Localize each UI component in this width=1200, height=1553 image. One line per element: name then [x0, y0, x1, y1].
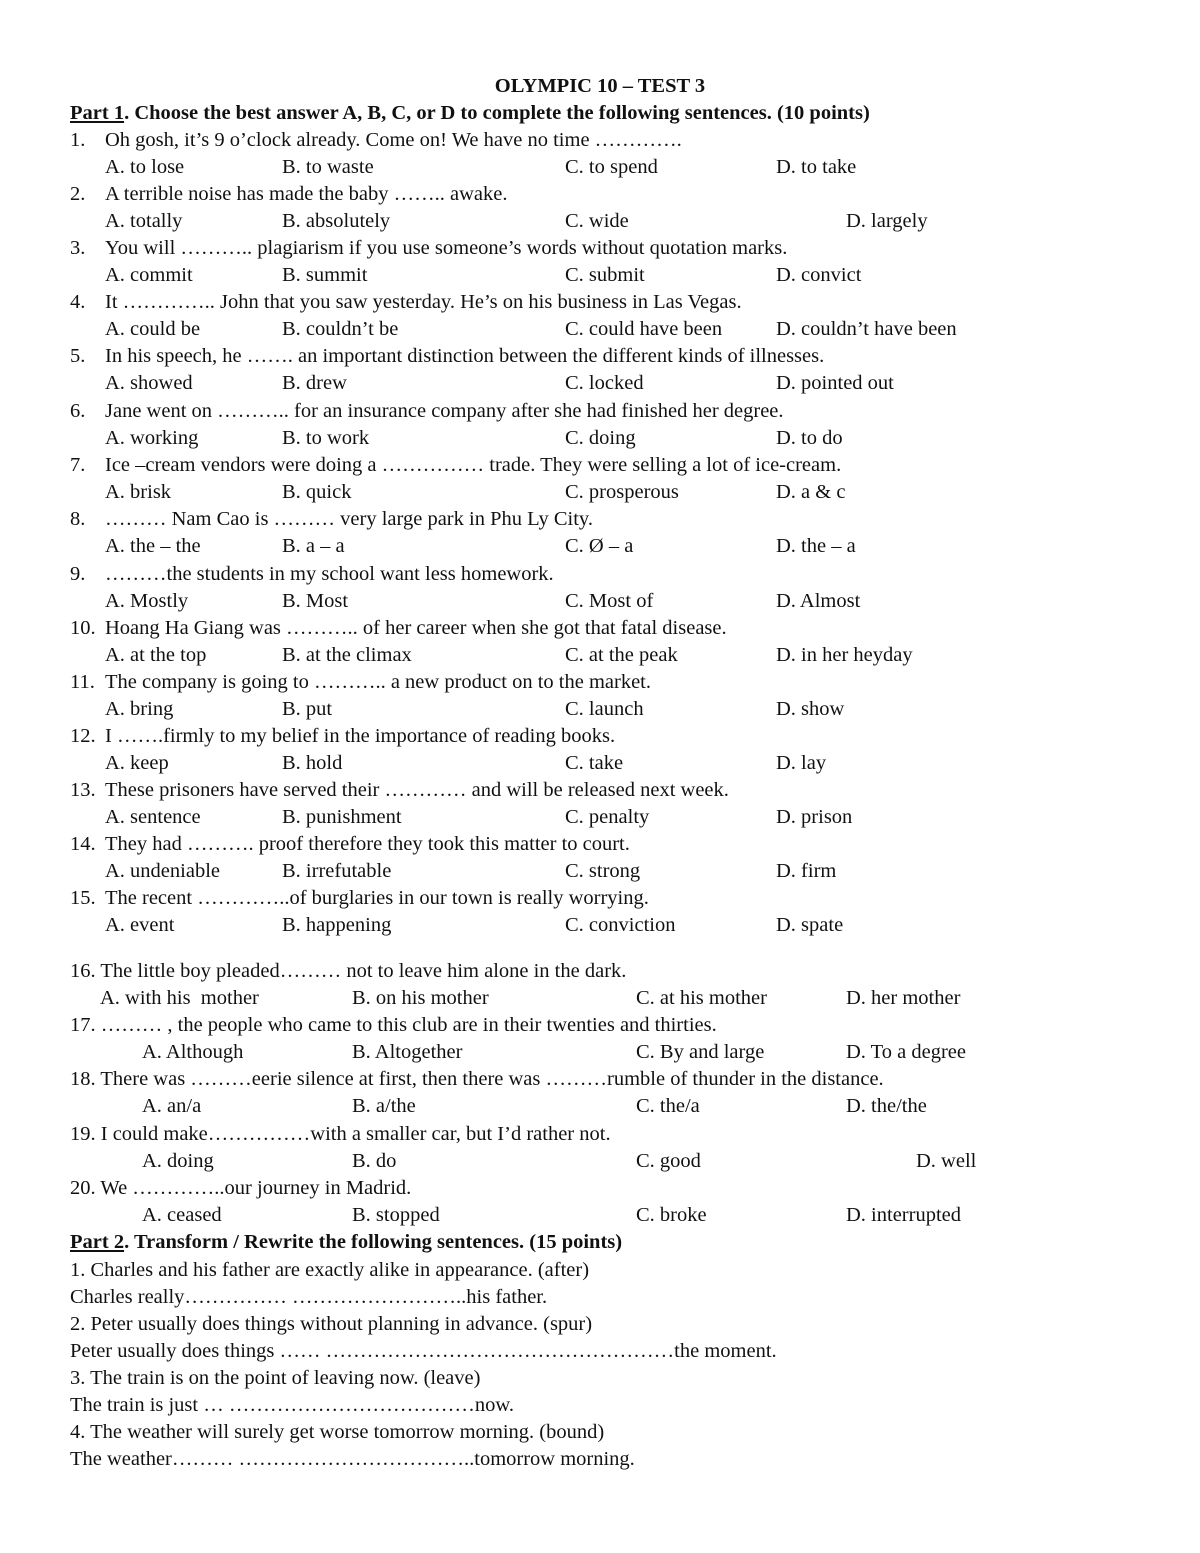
option-c: C. at the peak	[565, 644, 678, 666]
option-c: C. broke	[636, 1204, 707, 1226]
option-b: B. stopped	[352, 1204, 440, 1226]
option-b: B. do	[352, 1150, 397, 1172]
question-text: Oh gosh, it’s 9 o’clock already. Come on! We have no time ………….	[105, 129, 682, 151]
option-c: C. Ø – a	[565, 535, 634, 557]
option-b: B. to waste	[282, 156, 374, 178]
rewrite-prompt: 2. Peter usually does things without planning in advance. (spur)	[70, 1313, 593, 1335]
question-number: 9.	[70, 563, 86, 585]
question-text: 16. The little boy pleaded……… not to leave him alone in the dark.	[70, 960, 627, 982]
question-text: 18. There was ………eerie silence at first, then there was ………rumble of thunder in the distance.	[70, 1068, 884, 1090]
question-text: A terrible noise has made the baby …….. awake.	[105, 183, 508, 205]
option-c: C. conviction	[565, 914, 676, 936]
option-c: C. could have been	[565, 318, 723, 340]
question-number: 6.	[70, 400, 86, 422]
option-a: A. the – the	[105, 535, 201, 557]
question-text: ……… Nam Cao is ……… very large park in Phu Ly City.	[105, 508, 593, 530]
option-a: A. undeniable	[105, 860, 220, 882]
question-text: In his speech, he ……. an important distinction between the different kinds of illnesses.	[105, 345, 825, 367]
question-number: 1.	[70, 129, 86, 151]
option-b: B. put	[282, 698, 333, 720]
option-d: D. To a degree	[846, 1041, 966, 1063]
question-number: 2.	[70, 183, 86, 205]
option-b: B. Altogether	[352, 1041, 463, 1063]
question-text: You will ……….. plagiarism if you use someone’s words without quotation marks.	[105, 237, 788, 259]
question-number: 14.	[70, 833, 96, 855]
option-d: D. largely	[846, 210, 928, 232]
part1-heading	[70, 101, 870, 125]
question-number: 13.	[70, 779, 96, 801]
part2-heading-text: . Transform / Rewrite the following sentences. (15 points)	[124, 1231, 623, 1253]
option-a: A. Mostly	[105, 590, 189, 612]
question-text: Hoang Ha Giang was ……….. of her career when she got that fatal disease.	[105, 617, 727, 639]
option-a: A. ceased	[142, 1204, 222, 1226]
option-d: D. pointed out	[776, 372, 894, 394]
question-number: 5.	[70, 345, 86, 367]
option-b: B. a/the	[352, 1095, 416, 1117]
option-d: D. prison	[776, 806, 853, 828]
option-b: B. quick	[282, 481, 352, 503]
option-a: A. Although	[142, 1041, 244, 1063]
option-d: D. in her heyday	[776, 644, 913, 666]
option-d: D. firm	[776, 860, 837, 882]
option-a: A. at the top	[105, 644, 207, 666]
option-c: C. penalty	[565, 806, 650, 828]
option-c: C. the/a	[636, 1095, 700, 1117]
option-b: B. absolutely	[282, 210, 391, 232]
page-title: OLYMPIC 10 – TEST 3	[494, 75, 706, 97]
option-d: D. interrupted	[846, 1204, 961, 1226]
option-a: A. bring	[105, 698, 174, 720]
question-text: Jane went on ……….. for an insurance company after she had finished her degree.	[105, 400, 784, 422]
option-b: B. Most	[282, 590, 349, 612]
option-c: C. to spend	[565, 156, 658, 178]
question-text: These prisoners have served their ………… and will be released next week.	[105, 779, 729, 801]
part1-label: Part 1	[70, 102, 125, 124]
question-number: 11.	[70, 671, 95, 693]
option-d: D. to do	[776, 427, 843, 449]
option-c: C. prosperous	[565, 481, 679, 503]
question-text: The recent …………..of burglaries in our town is really worrying.	[105, 887, 649, 909]
option-d: D. the/the	[846, 1095, 927, 1117]
option-a: A. keep	[105, 752, 169, 774]
option-c: C. at his mother	[636, 987, 767, 1009]
option-b: B. couldn’t be	[282, 318, 399, 340]
question-number: 12.	[70, 725, 96, 747]
option-a: A. brisk	[105, 481, 172, 503]
option-b: B. punishment	[282, 806, 402, 828]
rewrite-answer: The train is just … ………………………………now.	[70, 1394, 514, 1416]
option-d: D. lay	[776, 752, 827, 774]
option-b: B. hold	[282, 752, 343, 774]
option-a: A. commit	[105, 264, 193, 286]
question-number: 3.	[70, 237, 86, 259]
option-c: C. take	[565, 752, 624, 774]
option-b: B. a – a	[282, 535, 345, 557]
question-text: Ice –cream vendors were doing a …………… trade. They were selling a lot of ice-cream.	[105, 454, 842, 476]
option-d: D. the – a	[776, 535, 856, 557]
question-number: 4.	[70, 291, 86, 313]
question-text: 19. I could make……………with a smaller car, but I’d rather not.	[70, 1123, 611, 1145]
question-number: 7.	[70, 454, 86, 476]
question-text: ………the students in my school want less homework.	[105, 563, 554, 585]
option-a: A. sentence	[105, 806, 201, 828]
rewrite-prompt: 1. Charles and his father are exactly alike in appearance. (after)	[70, 1259, 590, 1281]
option-d: D. couldn’t have been	[776, 318, 957, 340]
option-a: A. working	[105, 427, 199, 449]
option-b: B. irrefutable	[282, 860, 392, 882]
option-b: B. on his mother	[352, 987, 489, 1009]
question-text: They had ………. proof therefore they took this matter to court.	[105, 833, 630, 855]
option-a: A. an/a	[142, 1095, 202, 1117]
rewrite-answer: Charles really…………… ……………………..his father.	[70, 1286, 548, 1308]
question-text: 20. We …………..our journey in Madrid.	[70, 1177, 412, 1199]
option-a: A. event	[105, 914, 175, 936]
option-a: A. to lose	[105, 156, 185, 178]
rewrite-answer: Peter usually does things …… ……………………………………………the moment.	[70, 1340, 777, 1362]
option-a: A. totally	[105, 210, 183, 232]
option-c: C. By and large	[636, 1041, 765, 1063]
option-b: B. to work	[282, 427, 370, 449]
option-c: C. good	[636, 1150, 701, 1172]
option-d: D. spate	[776, 914, 844, 936]
option-a: A. doing	[142, 1150, 214, 1172]
question-number: 8.	[70, 508, 86, 530]
question-number: 10.	[70, 617, 96, 639]
option-a: A. with his mother	[100, 987, 259, 1009]
part2-heading	[70, 1230, 622, 1254]
option-a: A. showed	[105, 372, 193, 394]
option-d: D. her mother	[846, 987, 961, 1009]
question-text: 17. ……… , the people who came to this club are in their twenties and thirties.	[70, 1014, 717, 1036]
option-d: D. to take	[776, 156, 857, 178]
question-text: It ………….. John that you saw yesterday. He’s on his business in Las Vegas.	[105, 291, 742, 313]
option-c: C. wide	[565, 210, 629, 232]
rewrite-prompt: 3. The train is on the point of leaving now. (leave)	[70, 1367, 481, 1389]
option-b: B. at the climax	[282, 644, 412, 666]
option-c: C. doing	[565, 427, 636, 449]
option-d: D. a & c	[776, 481, 846, 503]
part2-label: Part 2	[70, 1231, 125, 1253]
option-c: C. submit	[565, 264, 645, 286]
option-a: A. could be	[105, 318, 201, 340]
option-d: D. convict	[776, 264, 862, 286]
option-b: B. happening	[282, 914, 392, 936]
option-b: B. summit	[282, 264, 368, 286]
option-c: C. Most of	[565, 590, 654, 612]
option-b: B. drew	[282, 372, 347, 394]
rewrite-answer: The weather……… ……………………………..tomorrow morning.	[70, 1448, 635, 1470]
question-number: 15.	[70, 887, 96, 909]
question-text: The company is going to ……….. a new product on to the market.	[105, 671, 651, 693]
question-text: I …….firmly to my belief in the importance of reading books.	[105, 725, 616, 747]
option-d: D. show	[776, 698, 845, 720]
option-c: C. strong	[565, 860, 641, 882]
option-d: D. well	[916, 1150, 977, 1172]
rewrite-prompt: 4. The weather will surely get worse tomorrow morning. (bound)	[70, 1421, 605, 1443]
option-c: C. locked	[565, 372, 644, 394]
option-d: D. Almost	[776, 590, 861, 612]
option-c: C. launch	[565, 698, 644, 720]
part1-heading-text: . Choose the best answer A, B, C, or D to complete the following sentences. (10 points)	[124, 102, 870, 124]
